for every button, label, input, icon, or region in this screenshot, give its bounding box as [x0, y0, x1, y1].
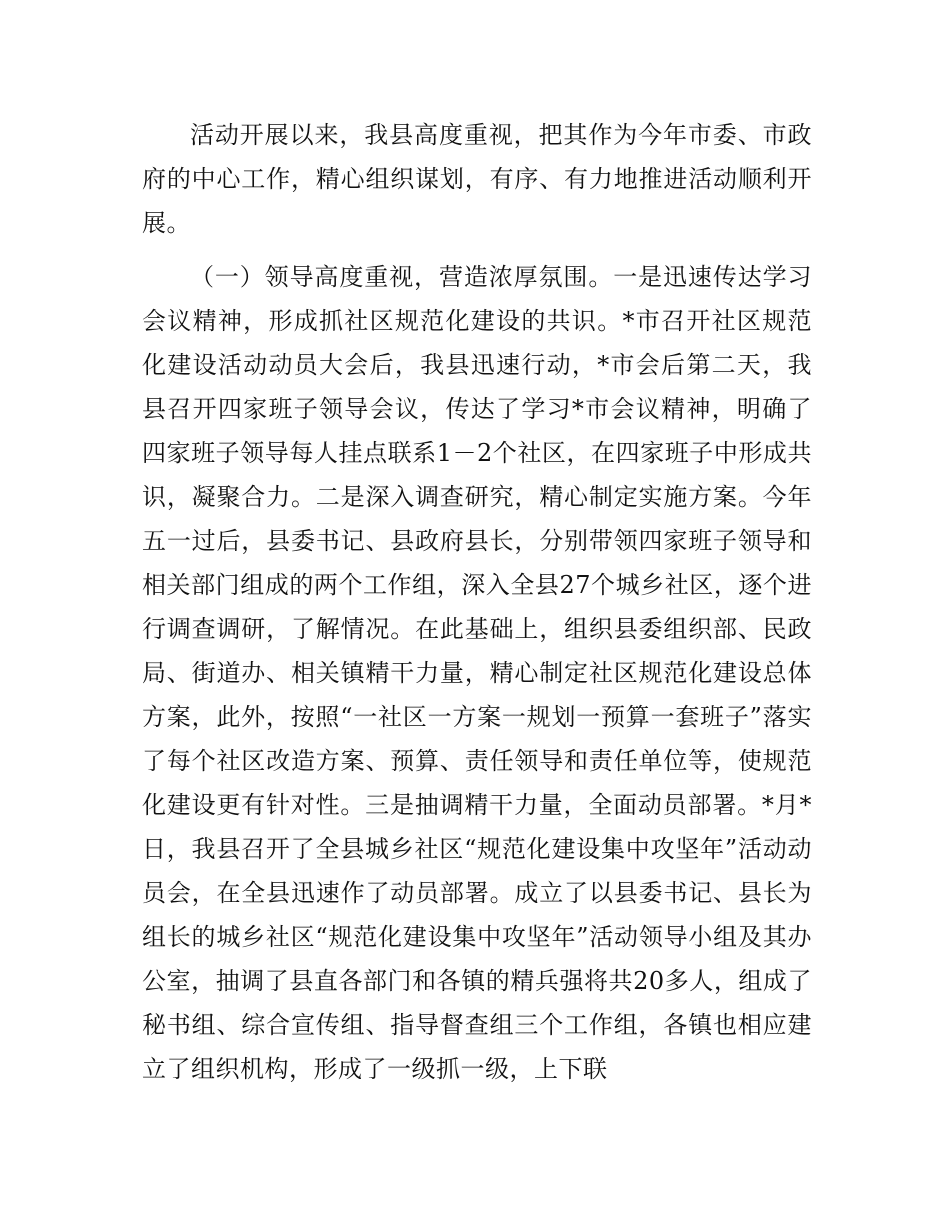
paragraph-intro: 活动开展以来，我县高度重视，把其作为今年市委、市政府的中心工作，精心组织谋划，有序、有力地推进活动顺利开展。 [142, 121, 812, 237]
paragraph-leadership: （一）领导高度重视，营造浓厚氛围。一是迅速传达学习会议精神，形成抓社区规范化建设的共识。*市召开社区规范化建设活动动员大会后，我县迅速行动，*市会后第二天，我县召开四家班子领导会议，传达了学习*市会议精神，明确了四家班子领导每人挂点联系1－2个社区，在四家班子中形成共识，凝聚合力。二是深入调查研究，精心制定实施方案。今年五一过后，县委书记、县政府县长，分别带领四家班子领导和相关部门组成的两个工作组，深入全县27个城乡社区，逐个进行调查调研，了解情况。在此基础上，组织县委组织部、民政局、街道办、相关镇精干力量，精心制定社区规范化建设总体方案，此外，按照“一社区一方案一规划一预算一套班子”落实了每个社区改造方案、预算、责任领导和责任单位等，使规范化建设更有针对性。三是抽调精干力量，全面动员部署。*月*日，我县召开了全县城乡社区“规范化建设集中攻坚年”活动动员会，在全县迅速作了动员部署。成立了以县委书记、县长为组长的城乡社区“规范化建设集中攻坚年”活动领导小组及其办公室，抽调了县直各部门和各镇的精兵强将共20多人，组成了秘书组、综合宣传组、指导督查组三个工作组，各镇也相应建立了组织机构，形成了一级抓一级，上下联 [142, 263, 812, 1083]
document-body [142, 113, 812, 1091]
